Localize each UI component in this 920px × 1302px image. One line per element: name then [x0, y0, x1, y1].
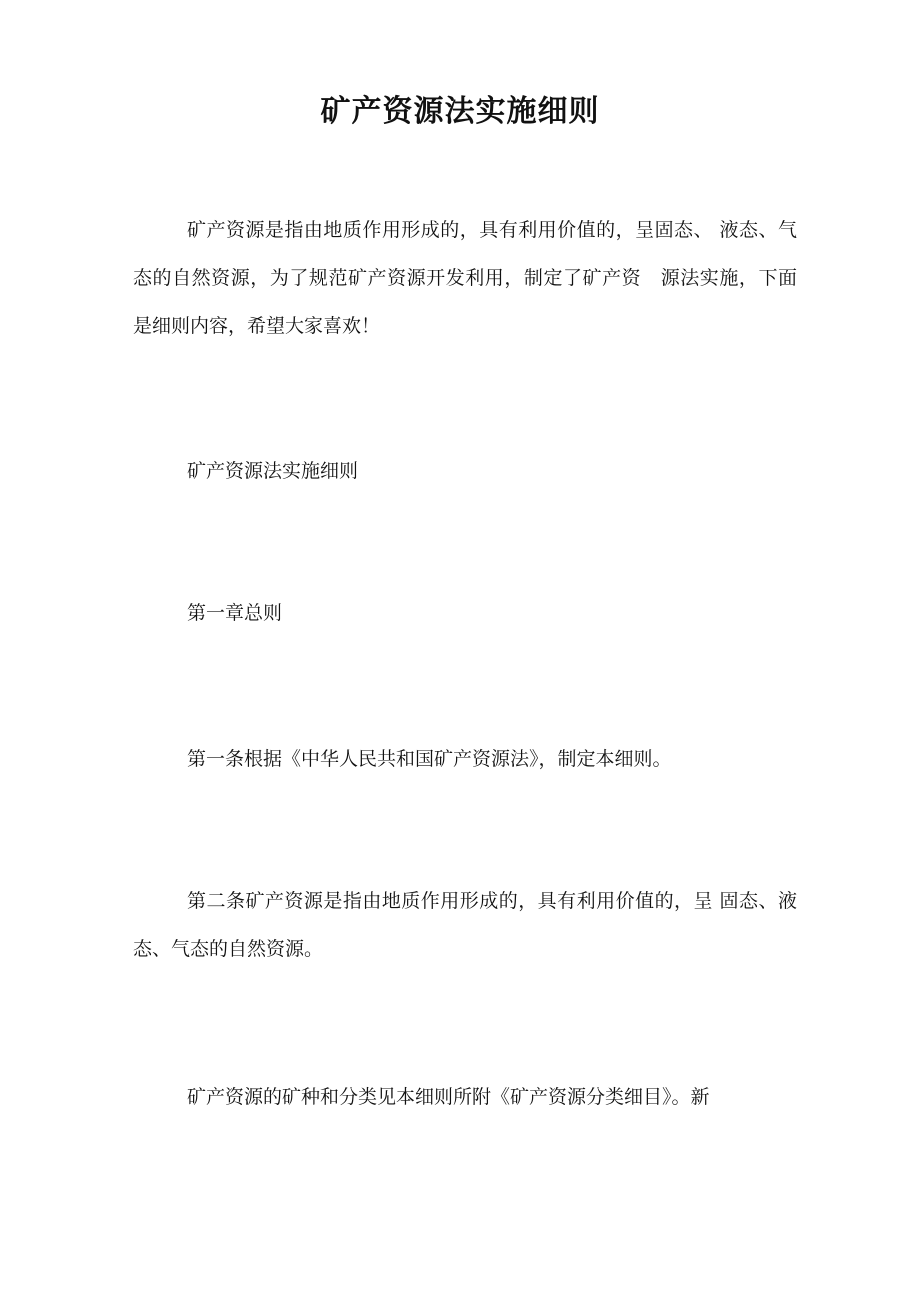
article-2-continuation-paragraph [133, 1073, 797, 1121]
intro-line-3: 是细则内容，希望大家喜欢！ [133, 315, 381, 337]
document-title: 矿产资源法实施细则 [320, 94, 600, 129]
article-1-paragraph [133, 735, 797, 783]
article-1-text: 第一条根据《中华人民共和国矿产资源法》，制定本细则。 [187, 748, 672, 770]
intro-paragraph [133, 206, 797, 350]
chapter-heading: 第一章总则 [187, 602, 283, 624]
article-2-continuation-text: 矿产资源的矿种和分类见本细则所附《矿产资源分类细目》。新 [187, 1086, 710, 1108]
intro-line-1: 矿产资源是指由地质作用形成的，具有利用价值的，呈固态、 液态、气 [187, 219, 797, 241]
article-2-paragraph [133, 877, 797, 973]
subtitle: 矿产资源法实施细则 [187, 460, 359, 482]
intro-line-2: 态的自然资源，为了规范矿产资源开发利用，制定了矿产资 源法实施，下面 [133, 267, 797, 289]
chapter-paragraph [133, 589, 797, 637]
article-2-line-1: 第二条矿产资源是指由地质作用形成的，具有利用价值的，呈 固态、液 [187, 890, 797, 912]
article-2-line-2: 态、气态的自然资源。 [133, 938, 324, 960]
subtitle-paragraph [133, 447, 797, 495]
